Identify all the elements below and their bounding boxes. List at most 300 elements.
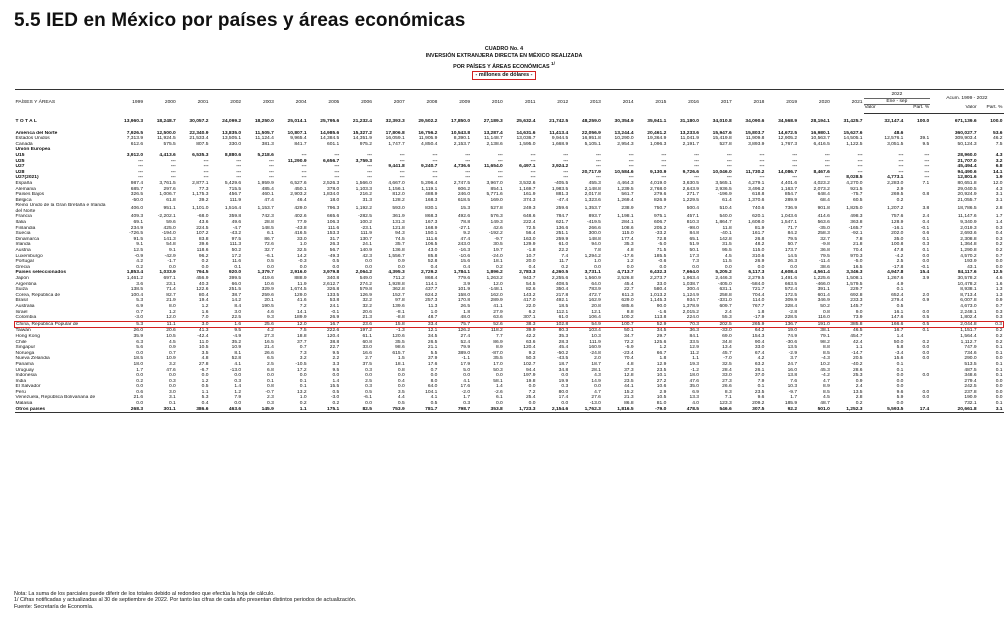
table-cell: 0.5 [430, 401, 438, 407]
table-cell: 4.8 [626, 361, 634, 367]
table-cell: 611.3 [621, 292, 634, 298]
table-cell: 10.5 [656, 395, 667, 401]
table-cell: 0.0 [995, 395, 1003, 401]
table-cell: 104.1 [425, 389, 438, 395]
table-cell: 0.1 [299, 378, 307, 384]
table-cell: 1,767.3 [780, 141, 798, 147]
table-cell: 111.9 [229, 197, 242, 203]
column-header-year: 2018 [733, 90, 766, 114]
table-cell: 665.6 [327, 214, 340, 220]
table-cell: --- [138, 164, 144, 170]
table-cell: 1,263.2 [486, 276, 503, 281]
table-cell: 259.6 [261, 292, 274, 298]
table-cell: 1.8 [659, 356, 667, 362]
column-header-year: 2001 [177, 90, 210, 114]
table-cell: -0.7 [265, 389, 274, 395]
row-label: Noruega [15, 350, 35, 356]
table-cell: --- [203, 164, 209, 170]
caption-units [0, 71, 1008, 80]
table-cell: -466.0 [815, 281, 830, 287]
units-box: - millones de dólares - [472, 71, 537, 80]
table-cell: 685.6 [621, 303, 634, 309]
table-cell: 0.0 [495, 373, 503, 379]
table-cell: 10.5 [166, 333, 176, 339]
table-cell: 222.6 [327, 328, 340, 334]
table-cell: 753.9 [373, 407, 406, 413]
table-cell: 1.0 [594, 259, 601, 265]
table-cell: 0.2 [995, 339, 1003, 345]
table-cell: 106.5 [425, 242, 438, 248]
table-cell: 309,903.4 [954, 136, 977, 142]
table-cell: 1.0 [299, 242, 307, 248]
table-cell: 854.7 [784, 192, 798, 198]
table-cell: 21.8 [852, 242, 863, 248]
table-cell: -196.9 [717, 192, 732, 198]
row-label: El Salvador [15, 384, 41, 390]
table-cell: 987.4 [130, 180, 144, 186]
table-cell: 0.7 [995, 253, 1003, 259]
table-cell: --- [759, 164, 765, 170]
table-cell: 7.9 [234, 395, 242, 401]
fdi-table [14, 89, 1004, 413]
table-cell: --- [857, 158, 863, 164]
table-cell: 120.6 [392, 333, 405, 339]
table-cell: 3.7 [790, 356, 798, 362]
column-header-year: 2021 [831, 90, 864, 114]
table-cell: 15,627.6 [843, 130, 863, 136]
table-cell: 4.1 [430, 395, 438, 401]
table-cell: 309.9 [784, 298, 798, 304]
table-cell: 1,323.6 [584, 197, 601, 203]
row-label: Bélgica [15, 197, 32, 203]
table-cell: 190.9 [964, 395, 977, 401]
table-cell: 12,905.2 [778, 136, 798, 142]
table-cell: 488.9 [425, 192, 438, 198]
table-cell: 1.2 [626, 259, 634, 265]
table-cell: 47.4 [460, 236, 471, 242]
table-cell: 1,175.3 [192, 192, 209, 198]
table-cell: 0.3 [365, 384, 372, 390]
table-cell: 37.7 [297, 339, 307, 345]
table-cell: 26.6 [264, 350, 274, 356]
table-cell: 90.4 [754, 339, 765, 345]
row-label: Australia [15, 303, 35, 309]
table-cell: 2,248.1 [960, 309, 977, 315]
table-cell: 138.5 [130, 287, 144, 293]
table-cell: 4.5 [823, 395, 830, 401]
table-cell: 142.8 [719, 236, 732, 242]
table-cell: 14.9 [591, 378, 601, 384]
table-cell: 13,244.4 [614, 130, 634, 136]
table-cell: 0.0 [922, 356, 930, 362]
table-cell: 0.6 [136, 389, 144, 395]
table-cell: 11,290.9 [287, 158, 307, 164]
table-cell: 0.3 [922, 242, 930, 248]
table-cell: 4.2 [136, 259, 144, 265]
table-cell: -1.1 [461, 356, 471, 362]
table-cell: -282.5 [358, 214, 372, 220]
table-cell: 18.1 [395, 361, 405, 367]
table-cell: 3.0 [168, 389, 176, 395]
table-cell: 1.0 [299, 395, 307, 401]
table-cell: 224.5 [196, 225, 209, 231]
table-cell: -92.1 [851, 231, 863, 237]
table-cell: 27.2 [656, 378, 667, 384]
table-cell: 224.0 [686, 315, 699, 321]
table-cell: 2,279.5 [748, 276, 765, 281]
table-cell: 29.7 [656, 333, 667, 339]
table-cell: 374.3 [523, 197, 536, 203]
table-cell: 53.6 [992, 130, 1003, 136]
table-cell: 0.0 [922, 373, 930, 379]
table-cell: 450.1 [294, 186, 307, 192]
table-cell: 1,747.7 [388, 141, 405, 147]
table-cell: 31,180.0 [679, 119, 699, 125]
table-cell: 340.8 [327, 276, 340, 281]
row-label: Suiza [15, 287, 28, 293]
table-cell: 2,138.6 [486, 141, 503, 147]
table-cell: --- [236, 169, 242, 175]
table-cell: 4,395.3 [388, 270, 405, 276]
table-cell: 12.0 [166, 315, 176, 321]
table-cell: 2,936.5 [715, 186, 732, 192]
table-cell: 13.4 [722, 345, 732, 351]
table-cell: 48.7 [820, 401, 830, 407]
table-cell: 385.8 [831, 321, 864, 328]
table-cell: 750.7 [654, 206, 667, 212]
table-cell: --- [661, 164, 667, 170]
table-cell: 329.9 [261, 287, 274, 293]
column-header-year: 2014 [602, 90, 635, 114]
row-label: Portugal [15, 259, 34, 265]
table-cell: --- [792, 175, 798, 181]
table-cell: 153.3 [327, 231, 340, 237]
table-cell: 177.4 [621, 236, 634, 242]
table-cell: 102.8 [536, 321, 569, 328]
table-cell: 0.7 [168, 350, 176, 356]
table-cell: 4.2 [267, 328, 274, 334]
table-cell: 14,985.6 [320, 130, 340, 136]
table-cell: 56.4 [525, 231, 536, 237]
table-cell: -8.1 [396, 309, 405, 315]
table-cell: --- [898, 164, 904, 170]
table-cell: 229.7 [850, 287, 863, 293]
table-cell: 620.1 [752, 214, 765, 220]
table-cell: 33.0 [297, 236, 307, 242]
table-cell: 20.6 [362, 309, 372, 315]
table-cell: 2.9 [659, 389, 667, 395]
table-cell: -405.0 [717, 281, 732, 287]
table-cell: 94.4 [525, 367, 536, 373]
table-cell: --- [203, 158, 209, 164]
table-cell: --- [726, 164, 732, 170]
table-cell: -148.1 [488, 287, 503, 293]
table-cell: 1,151.7 [960, 328, 977, 334]
column-header-year: 2005 [308, 90, 341, 114]
table-cell: 126.9 [359, 292, 372, 298]
table-cell: 16,980.1 [810, 130, 830, 136]
table-cell: 0.0 [995, 259, 1003, 265]
table-cell: 26.0 [133, 328, 144, 334]
table-cell: 1,163.7 [780, 186, 798, 192]
table-cell: 107.2 [196, 231, 209, 237]
table-cell: 14,505.1 [843, 136, 863, 142]
table-cell: 609.7 [719, 303, 732, 309]
table-cell: 0.0 [332, 373, 340, 379]
table-cell: 0.2 [136, 378, 144, 384]
table-cell: 1,723.3 [504, 407, 537, 413]
table-cell: 111.9 [589, 339, 601, 345]
table-cell: 0.3 [995, 315, 1003, 321]
table-cell: 108.6 [621, 225, 634, 231]
table-cell: 42.4 [852, 339, 863, 345]
table-cell: 0.5 [922, 315, 930, 321]
table-cell: 3,565.1 [715, 180, 732, 186]
table-cell: 0.9 [855, 378, 863, 384]
table-cell: 9.1 [136, 242, 144, 248]
table-cell: -35.0 [818, 225, 830, 231]
table-cell: 1,378.9 [682, 303, 699, 309]
table-cell: --- [792, 164, 798, 170]
row-label: España [15, 180, 33, 186]
caption-line-3: POR PAÍSES Y ÁREAS ECONÓMICAS $^{1/}$ [453, 61, 555, 70]
table-cell: 120.4 [523, 345, 536, 351]
table-cell: 265.9 [733, 321, 766, 328]
table-cell: --- [628, 158, 634, 164]
table-cell: -10.6 [458, 253, 471, 259]
table-cell: 45.3 [820, 367, 830, 373]
table-cell: 9,441.8 [388, 164, 405, 170]
table-cell: 71.4 [166, 287, 176, 293]
table-cell: 975.1 [654, 214, 667, 220]
table-cell: -14.7 [851, 350, 863, 356]
table-cell: 742.3 [261, 214, 274, 220]
table-cell: 9.1 [168, 248, 176, 254]
table-cell: 10.3 [787, 384, 798, 390]
table-cell: 0.2 [495, 264, 503, 270]
table-cell: 1,959.9 [257, 180, 274, 186]
table-cell: 0.0 [463, 373, 471, 379]
table-cell: 33.0 [656, 281, 667, 287]
table-cell: 0.0 [995, 378, 1003, 384]
table-cell: 1,516.4 [224, 206, 242, 212]
table-cell: 23.5 [656, 367, 667, 373]
table-cell: 621.7 [555, 220, 569, 226]
table-cell: 6.3 [136, 339, 144, 345]
table-cell: 2,019.3 [960, 225, 977, 231]
table-cell: --- [138, 169, 144, 175]
table-cell: 9.5 [332, 367, 340, 373]
table-cell: 8.9 [823, 384, 830, 390]
table-cell: 826.9 [654, 197, 667, 203]
table-cell: 27.3 [722, 378, 732, 384]
table-cell: 1.4 [896, 333, 904, 339]
table-cell: 0.2 [561, 264, 569, 270]
table-cell: 0.1 [267, 378, 274, 384]
table-cell: 111.3 [229, 242, 242, 248]
table-cell: 2,308.8 [960, 236, 977, 242]
table-cell: 0.7 [136, 309, 144, 315]
table-cell: --- [268, 169, 274, 175]
table-cell: 4.6 [267, 309, 274, 315]
table-cell: 0.0 [896, 384, 904, 390]
table-cell: 652.4 [891, 292, 904, 298]
table-cell: -13.0 [589, 401, 601, 407]
table-cell: 59.6 [166, 220, 176, 226]
table-cell: 0.0 [397, 264, 405, 270]
row-label: India [15, 378, 27, 384]
table-cell: 251.5 [228, 287, 242, 293]
table-cell: 27.8 [198, 361, 209, 367]
table-cell: 457.1 [686, 214, 699, 220]
table-cell: 21.6 [133, 395, 144, 401]
table-cell: 0.0 [790, 264, 798, 270]
table-cell: 15.2 [624, 389, 634, 395]
column-header-year: 2010 [471, 90, 504, 114]
table-cell: 237.8 [964, 389, 977, 395]
table-cell: 34.8 [558, 367, 569, 373]
table-cell: 34,568.9 [778, 119, 798, 125]
table-cell: 3,731.1 [584, 270, 601, 276]
table-cell: 28.4 [722, 367, 732, 373]
table-cell: --- [661, 175, 667, 181]
table-cell: 38.1 [820, 328, 830, 334]
table-cell: 2,255.6 [551, 276, 569, 281]
table-cell: 3.2 [995, 158, 1003, 164]
table-cell: 191.0 [798, 321, 831, 328]
table-cell: 60.8 [362, 339, 372, 345]
table-cell: 540.0 [719, 214, 732, 220]
table-cell: 136.6 [555, 225, 569, 231]
table-cell: 17.2 [297, 367, 307, 373]
table-cell: 2.4 [855, 384, 863, 390]
note-rounding: Nota: La suma de los parciales puede diferir de los totales debido al redondeo que efectúa la hoja de cálculo. [14, 591, 275, 597]
table-cell: 360,027.7 [954, 130, 977, 136]
table-cell: 0.1 [995, 345, 1003, 351]
table-cell: 38.8 [329, 339, 340, 345]
table-cell: 6,535.3 [192, 152, 209, 158]
row-label: Nueva Zelandia [15, 356, 50, 362]
table-cell: 0.0 [365, 373, 372, 379]
table-cell: 15.4 [919, 270, 930, 276]
table-cell: 386.6 [177, 407, 210, 413]
table-cell: 1,239.5 [617, 186, 634, 192]
table-cell: 0.4 [463, 264, 471, 270]
table-cell: 13.3 [689, 395, 699, 401]
table-cell: 1,963.4 [682, 276, 699, 281]
table-cell: 50.1 [624, 328, 634, 334]
table-cell: 0.3 [978, 321, 1004, 328]
table-cell: 74.9 [787, 333, 798, 339]
table-cell: 64.0 [427, 384, 438, 390]
table-cell: 18.0 [133, 361, 144, 367]
table-cell: 4.3 [594, 373, 601, 379]
table-cell: 7.3 [692, 259, 699, 265]
table-cell: 14.5 [787, 253, 798, 259]
table-cell: 3.1 [168, 395, 176, 401]
table-cell: 1.1 [692, 356, 699, 362]
row-label: Dinamarca [15, 236, 40, 242]
table-cell: -2.9 [788, 350, 798, 356]
table-cell: 615.7 [392, 350, 405, 356]
table-cell: 5.3 [136, 298, 144, 304]
table-cell: 4.6 [995, 276, 1003, 281]
table-cell: 5.5 [430, 350, 438, 356]
table-cell: 70.4 [624, 356, 634, 362]
table-cell: 33.0 [722, 373, 732, 379]
table-cell: -2,202.1 [157, 214, 176, 220]
table-cell: 64.0 [591, 281, 601, 287]
table-cell: 736.9 [784, 206, 798, 212]
table-cell: 21,055.7 [957, 197, 977, 203]
table-cell: --- [334, 152, 340, 158]
table-cell: -23.4 [622, 350, 634, 356]
table-cell: 274.2 [359, 281, 372, 287]
table-cell: 233.3 [850, 298, 863, 304]
table-cell: 0.2 [299, 401, 307, 407]
table-cell: 1,834.0 [322, 192, 340, 198]
table-cell: -1.2 [690, 367, 699, 373]
table-cell: 23.1 [166, 281, 176, 287]
table-cell: 0.8 [267, 384, 274, 390]
table-cell: 7.9 [757, 378, 765, 384]
table-cell: 353.8 [471, 407, 504, 413]
table-cell: 60.5 [852, 197, 863, 203]
table-cell: 6,117.3 [748, 270, 765, 276]
table-cell: -43.2 [230, 231, 242, 237]
table-cell: 4.3 [995, 152, 1003, 158]
table-cell: 147.6 [891, 315, 904, 321]
table-cell: 13.2 [297, 389, 307, 395]
table-cell: 841.7 [294, 141, 307, 147]
table-cell: 3,346.3 [846, 270, 863, 276]
table-cell: 663.5 [784, 281, 798, 287]
table-cell: 0.9 [922, 298, 930, 304]
table-cell: 1.4 [495, 384, 503, 390]
table-cell: -2.0 [461, 389, 471, 395]
table-cell: 13.5 [787, 345, 798, 351]
column-header-year: 2008 [406, 90, 439, 114]
table-cell: 1,564.4 [960, 333, 977, 339]
table-cell: 579.8 [359, 287, 372, 293]
table-cell: 10.6 [264, 281, 274, 287]
table-cell: 1,192.2 [355, 206, 372, 212]
table-cell: -98.0 [687, 225, 699, 231]
table-cell: 166.6 [864, 321, 905, 328]
table-cell: 34.5 [427, 333, 438, 339]
table-cell: 7.5 [995, 141, 1003, 147]
table-cell: 14,086.7 [778, 169, 798, 175]
table-cell: 96.2 [198, 253, 209, 259]
table-cell: 1,928.8 [388, 281, 405, 287]
table-cell: 1.1 [855, 345, 863, 351]
table-cell: 0.1 [995, 367, 1003, 373]
table-cell: 7.1 [922, 180, 930, 186]
table-cell: 812.0 [392, 192, 405, 198]
table-cell: 16.5 [852, 264, 863, 270]
table-cell: 2,747.5 [453, 180, 471, 186]
table-cell: 35.3 [558, 333, 569, 339]
table-cell: 28,960.0 [957, 152, 977, 158]
table-cell: 1,508.1 [846, 276, 863, 281]
table-cell: 0.0 [561, 373, 569, 379]
table-cell: 7,664.0 [682, 270, 699, 276]
table-cell: --- [432, 169, 438, 175]
table-cell: 1.2 [659, 345, 667, 351]
table-cell: 100.7 [602, 321, 635, 328]
table-cell: -2.8 [788, 309, 798, 315]
table-cell: 83.8 [198, 236, 209, 242]
